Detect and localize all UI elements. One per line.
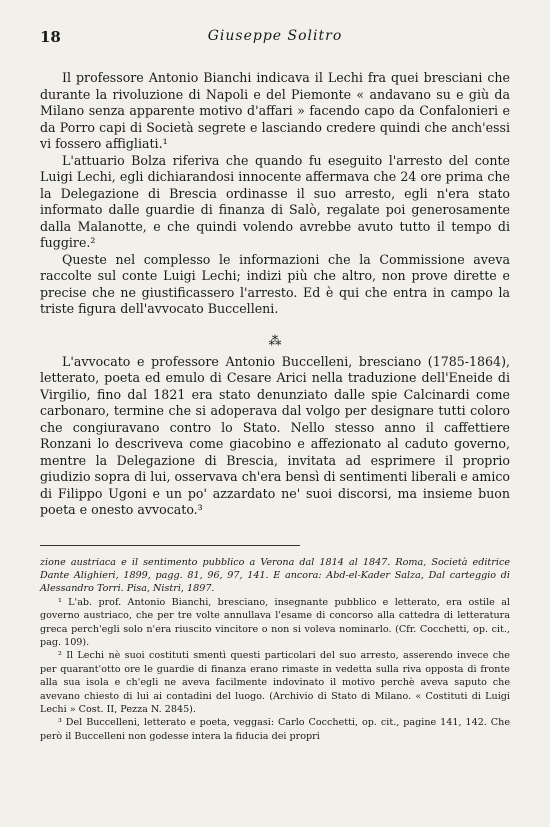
footnote-rule [40,545,300,546]
body-text [40,70,510,519]
paragraph-bianchi: Il professore Antonio Bianchi indicava il Lechi fra quei bresciani che durante la rivoluzione di Napoli e del Piemonte « andavano su e giù da Milano senza apparente motivo d'affari » facendo capo da Confalonieri e da Porro capi di Società segrete e lasciando credere quindi che anch'essi vi fossero affigliati.¹ [40,70,510,151]
page-number: 18 [40,28,61,46]
footnote-2: ² Il Lechi nè suoi costituti smentì questi particolari del suo arresto, asserendo invece che per quarant'otto ore le guardie di finanza erano rimaste in vedetta sulla riva opposta di fronte alla sua isola e ch'egli ne aveva facilmente indovinato il motivo perchè aveva saputo che avevano chiesto di lui ai contadini del luogo. (Archivio di Stato di Milano. « Costituti di Luigi Lechi » Cost. II, Pezza N. 2845). [40,650,510,715]
section-spacer [40,318,510,328]
footnote-1: ¹ L'ab. prof. Antonio Bianchi, bresciano, insegnante pubblico e letterato, era ostile al governo austriaco, che per tre volte annullava l'esame di concorso alla cattedra di letteratura greca perch'egli solo n'era riuscito vincitore o non si voleva nominarlo. (Cfr. Cocchetti, op. cit., pag. 109). [40,596,510,648]
paragraph-commissione: Queste nel complesso le informazioni che la Commissione aveva raccolte sul conte Luigi Lechi; indizi più che altro, non prove dirette e precise che ne giustificassero l'arresto. Ed è qui che entra in campo la triste figura dell'avvocato Buccelleni. [40,251,510,316]
page-header [40,28,510,52]
footnote-3: ³ Del Buccelleni, letterato e poeta, veggasi: Carlo Cocchetti, op. cit., pagine 141, 142. Che però il Buccelleni non godesse intera la fiducia dei propri [40,717,510,742]
asterism-divider: ⁂ [268,333,282,349]
footnotes [40,556,510,744]
running-head: Giuseppe Solitro [207,28,343,44]
paragraph-buccelleni: L'avvocato e professore Antonio Buccelleni, bresciano (1785-1864), letterato, poeta ed emulo di Cesare Arici nella traduzione dell'Eneide di Virgilio, fino dal 1821 era stato denunziato dalle spie Calcinardi come carbonaro, termine che si adoperava dal volgo per designare tutti coloro che congiuravano contro lo Stato. Nello stesso anno il caffettiere Ronzani lo descriveva come giacobino e affezionato al caduto governo, mentre la Delegazione di Brescia, invitata ad esprimere il proprio giudizio sopra di lui, osservava ch'era bensì di sentimenti liberali e amico di Filippo Ugoni e un po' azzardato ne' suoi discorsi, ma insieme buon poeta e onesto avvocato.³ [40,353,510,517]
paragraph-bolza: L'attuario Bolza riferiva che quando fu eseguito l'arresto del conte Luigi Lechi, egli dichiarandosi innocente affermava che 24 ore prima che la Delegazione di Brescia ordinasse il suo arresto, egli n'era stato informato dalle guardie di finanza di Salò, regalate poi generosamente dalla Malanotte, e che quindi volendo avrebbe avuto tutto il tempo di fuggire.² [40,152,510,250]
footnote-continuation: zione austriaca e il sentimento pubblico a Verona dal 1814 al 1847. Roma, Società editrice Dante Alighieri, 1899, pagg. 81, 96, 97, 141. E ancora: Abd-el-Kader Salza, Dal carteggio di Alessandro Torri. Pisa, Nistri, 1897. [40,556,510,595]
